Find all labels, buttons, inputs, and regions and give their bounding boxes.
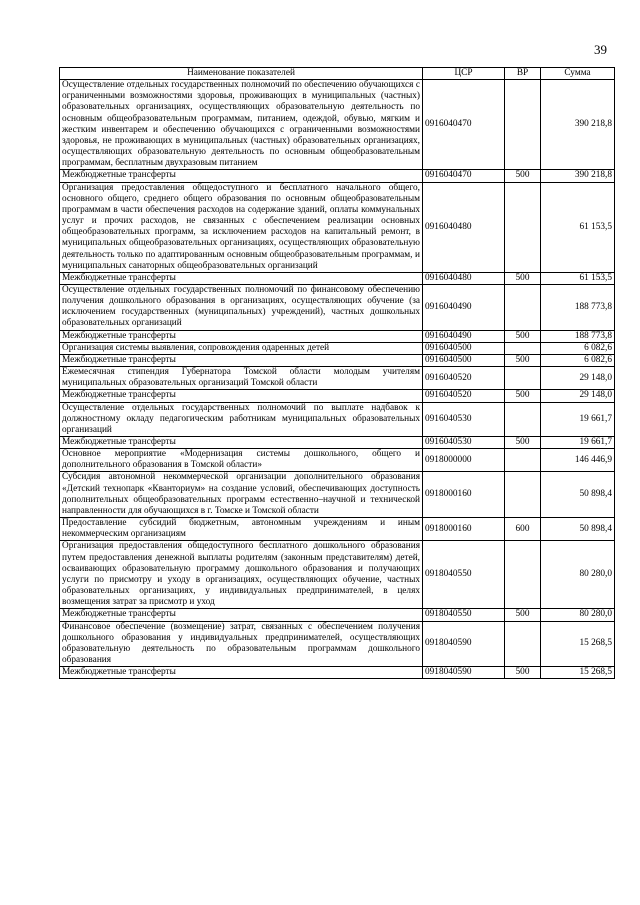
table-row (60, 621, 615, 667)
row-sum: 19 661,7 (541, 437, 615, 449)
row-sum: 6 082,6 (541, 354, 615, 366)
row-csr: 0918000000 (423, 449, 505, 472)
row-name: Основное мероприятие «Модернизация системы дошкольного, общего и дополнительного образования в Томской области» (60, 449, 423, 472)
row-vr: 600 (505, 518, 541, 541)
row-vr: 500 (505, 272, 541, 284)
row-vr: 500 (505, 330, 541, 342)
row-csr: 0916040500 (423, 342, 505, 354)
header-vr: ВР (505, 68, 541, 80)
table-row (60, 390, 615, 402)
table-row (60, 541, 615, 609)
row-sum: 29 148,0 (541, 367, 615, 390)
row-name: Субсидия автономной некоммерческой организации дополнительного образования «Детский технопарк «Кванториум» на создание условий, обеспечивающих доступность дополнительных общеобразовательных программ естественно–научной и технической направленности для обучающихся в г. Томске и Томской области (60, 472, 423, 518)
row-sum: 29 148,0 (541, 390, 615, 402)
row-csr: 0916040490 (423, 330, 505, 342)
table-row (60, 342, 615, 354)
row-vr (505, 541, 541, 609)
row-csr: 0916040500 (423, 354, 505, 366)
row-name: Осуществление отдельных государственных полномочий по обеспечению обучающихся с ограниченными возможностями здоровья, проживающих в муниципальных (частных) образовательных организациях, осуществляющих образовательную деятельность по основным общеобразовательным программам, питанием, одеждой, обувью, мягким и жестким инвентарем и обеспечению обучающихся с ограниченными возможностями здоровья, не проживающих в муниципальных (частных) образовательных организациях, осуществляющих образовательную деятельность по основным общеобразовательным программам, бесплатным двухразовым питанием (60, 80, 423, 170)
table-row (60, 330, 615, 342)
row-name: Осуществление отдельных государственных полномочий по финансовому обеспечению получения дошкольного образования в организациях, осуществляющих обучение (за исключением государственных (муниципальных) учреждений), частных дошкольных образовательных организаций (60, 284, 423, 330)
row-sum: 188 773,8 (541, 284, 615, 330)
row-vr: 500 (505, 437, 541, 449)
row-name: Ежемесячная стипендия Губернатора Томской области молодым учителям муниципальных образовательных организаций Томской области (60, 367, 423, 390)
row-sum: 80 280,0 (541, 541, 615, 609)
header-name: Наименование показателей (60, 68, 423, 80)
row-csr: 0918040550 (423, 541, 505, 609)
row-vr (505, 342, 541, 354)
row-sum: 61 153,5 (541, 182, 615, 272)
row-sum: 61 153,5 (541, 272, 615, 284)
row-csr: 0918040550 (423, 609, 505, 621)
row-name: Организация системы выявления, сопровождения одаренных детей (60, 342, 423, 354)
table-row (60, 272, 615, 284)
row-name: Предоставление субсидий бюджетным, автономным учреждениям и иным некоммерческим организациям (60, 518, 423, 541)
row-vr (505, 182, 541, 272)
row-name: Организация предоставления общедоступного и бесплатного начального общего, основного общего, среднего общего образования по основным общеобразовательным программам в части обеспечения расходов на содержание зданий, оплаты коммунальных услуг и прочих расходов, не связанных с обеспечением реализации основных общеобразовательных программ, за исключением расходов на капитальный ремонт, в муниципальных общеобразовательных организациях, осуществляющих образовательную деятельность только по адаптированным основным общеобразовательным программам, и муниципальных санаторных общеобразовательных организаций (60, 182, 423, 272)
row-csr: 0918000160 (423, 518, 505, 541)
row-sum: 50 898,4 (541, 472, 615, 518)
row-name: Межбюджетные трансферты (60, 667, 423, 679)
row-csr: 0916040530 (423, 437, 505, 449)
row-csr: 0916040520 (423, 367, 505, 390)
table-row (60, 284, 615, 330)
row-csr: 0916040480 (423, 272, 505, 284)
row-name: Организация предоставления общедоступного бесплатного дошкольного образования путем предоставления денежной выплаты родителям (законным представителям) детей, осваивающих образовательную программу дошкольного образования и получающих услуги по присмотру и уходу в организациях, осуществляющих обучение, частных образовательных организациях, у индивидуальных предпринимателей, в целях возмещения затрат за присмотр и уход (60, 541, 423, 609)
table-row (60, 182, 615, 272)
row-csr: 0916040470 (423, 170, 505, 182)
row-name: Межбюджетные трансферты (60, 272, 423, 284)
row-sum: 80 280,0 (541, 609, 615, 621)
row-csr: 0916040490 (423, 284, 505, 330)
row-sum: 188 773,8 (541, 330, 615, 342)
row-name: Межбюджетные трансферты (60, 330, 423, 342)
row-vr: 500 (505, 609, 541, 621)
table-row (60, 518, 615, 541)
row-sum: 15 268,5 (541, 621, 615, 667)
table-row (60, 354, 615, 366)
page-number: 39 (594, 42, 607, 57)
row-csr: 0918040590 (423, 621, 505, 667)
row-name: Финансовое обеспечение (возмещение) затрат, связанных с обеспечением получения дошкольного образования у индивидуальных предпринимателей, осуществляющих образовательную деятельность по образовательным программам дошкольного образования (60, 621, 423, 667)
table-row (60, 170, 615, 182)
table-row (60, 437, 615, 449)
row-csr: 0916040470 (423, 80, 505, 170)
row-csr: 0918040590 (423, 667, 505, 679)
row-vr (505, 449, 541, 472)
row-vr: 500 (505, 390, 541, 402)
table-row (60, 449, 615, 472)
row-vr (505, 402, 541, 436)
table-row (60, 667, 615, 679)
row-name: Межбюджетные трансферты (60, 437, 423, 449)
budget-table (59, 67, 615, 679)
row-csr: 0918000160 (423, 472, 505, 518)
row-name: Межбюджетные трансферты (60, 170, 423, 182)
row-vr (505, 472, 541, 518)
row-vr: 500 (505, 354, 541, 366)
table-row (60, 367, 615, 390)
row-name: Осуществление отдельных государственных полномочий по выплате надбавок к должностному окладу педагогическим работникам муниципальных образовательных организаций (60, 402, 423, 436)
header-csr: ЦСР (423, 68, 505, 80)
header-sum: Сумма (541, 68, 615, 80)
row-vr (505, 367, 541, 390)
row-sum: 390 218,8 (541, 170, 615, 182)
row-vr: 500 (505, 667, 541, 679)
row-csr: 0916040530 (423, 402, 505, 436)
row-csr: 0916040480 (423, 182, 505, 272)
table-row (60, 472, 615, 518)
row-name: Межбюджетные трансферты (60, 390, 423, 402)
row-vr (505, 80, 541, 170)
row-name: Межбюджетные трансферты (60, 354, 423, 366)
row-name: Межбюджетные трансферты (60, 609, 423, 621)
row-sum: 50 898,4 (541, 518, 615, 541)
row-sum: 19 661,7 (541, 402, 615, 436)
row-vr (505, 621, 541, 667)
row-vr (505, 284, 541, 330)
row-sum: 6 082,6 (541, 342, 615, 354)
row-sum: 146 446,9 (541, 449, 615, 472)
row-sum: 390 218,8 (541, 80, 615, 170)
table-row (60, 609, 615, 621)
table-row (60, 80, 615, 170)
table-row (60, 402, 615, 436)
row-vr: 500 (505, 170, 541, 182)
row-csr: 0916040520 (423, 390, 505, 402)
table-header-row (60, 68, 615, 80)
row-sum: 15 268,5 (541, 667, 615, 679)
